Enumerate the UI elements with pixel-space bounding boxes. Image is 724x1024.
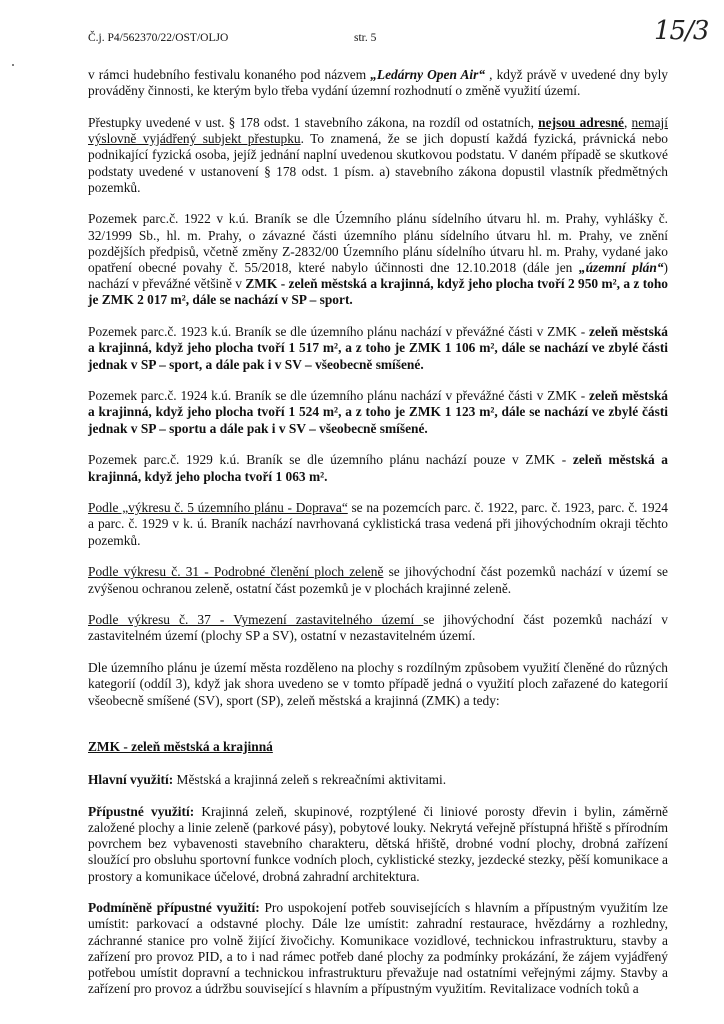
paragraph-conditional-use: Podmíněně přípustné využití: Pro uspokojení potřeb souvisejících s hlavním a přípustným využitím lze umístit: parkovací a odstavné plochy. Dále lze umístit: zahradní restaurace, hvězdárny a rozhledny, záchranné stanice pro volně žijící živočichy. Komunikace vozidlové, technickou infrastrukturu, stavby a zařízení pro provoz PID, a to i nad rámec potřeb dané plochy za podmínky prokázání, že zájem vyjádřený potřebou umístit dopravní a technickou infrastrukturu převažuje nad ostatními veřejnými zájmy. Stavby a zařízení pro provoz a údržbu související s hlavním a přípustným využitím. Revitalizace vodních toků a (88, 900, 668, 997)
handwritten-page-mark: 15/3 (654, 16, 709, 46)
reference-number: Č.j. P4/562370/22/OST/OLJO (88, 32, 229, 44)
paragraph-zoning-categories: Dle územního plánu je území města rozděleno na plochy s rozdílným způsobem využití členěné do různých kategorií (oddíl 3), když jak shora uvedeno se v tomto případě jedná o využití ploch zařazené do kategorií všeobecně smíšené (SV), sport (SP), zeleň městská a krajinná (ZMK) a tedy: (88, 660, 668, 708)
paragraph-map-31: Podle výkresu č. 31 - Podrobné členění ploch zeleně se jihovýchodní část pozemků nachází v území se zvýšenou ochranou zeleně, ostatní část pozemků je v plochách krajinné zeleně. (88, 564, 668, 596)
paragraph-festival: v rámci hudebního festivalu konaného pod názvem „Ledárny Open Air“ , když právě v uvedené dny byly prováděny činnosti, ke kterým bylo třeba vydání územní rozhodnutí o změně využití území. (88, 67, 668, 99)
section-heading-zmk: ZMK - zeleň městská a krajinná (88, 738, 273, 754)
paragraph-permitted-use: Přípustné využití: Krajinná zeleň, skupinové, rozptýlené či liniové porosty dřevin i bylin, záměrně založené plochy a linie zeleně (parkové pásy), pobytové louky. Nekrytá veřejně přístupná hřiště s přírodním povrchem bez vybavenosti stavebního charakteru, dětská hřiště, drobné vodní plochy, drobná zařízení sloužící pro obsluhu sportovní funkce vodních ploch, cyklistické stezky, jezdecké stezky, pěší komunikace a prostory a komunikace účelové, drobná zahradní architektura. (88, 803, 668, 884)
paragraph-map-37: Podle výkresu č. 37 - Vymezení zastavitelného území se jihovýchodní část pozemků nachází v zastavitelném území (plochy SP a SV), ostatní v nezastavitelném území. (88, 612, 668, 644)
scan-speck (12, 64, 14, 66)
paragraph-offences: Přestupky uvedené v ust. § 178 odst. 1 stavebního zákona, na rozdíl od ostatních, nejsou adresné, nemají výslovně vyjádřený subjekt přestupku. To znamená, že se jich dopustí každá fyzická, právnická nebo podnikající fyzická osoba, jejíž jednání naplní uvedenou skutkovou podstatu. V daném případě se skutkové podstaty uvedené v ustanovení § 178 odst. 1 písm. a) stavebního zákona dopustil vlastník předmětných pozemků. (88, 114, 668, 195)
document-body (88, 67, 668, 1013)
page-header (88, 32, 377, 44)
paragraph-main-use: Hlavní využití: Městská a krajinná zeleň s rekreačními aktivitami. (88, 772, 447, 787)
paragraph-parcel-1929: Pozemek parc.č. 1929 k.ú. Braník se dle územního plánu nachází pouze v ZMK - zeleň městská a krajinná, když jeho plocha tvoří 1 063 m². (88, 452, 669, 484)
paragraph-parcel-1924: Pozemek parc.č. 1924 k.ú. Braník se dle územního plánu nachází v převážné části v ZMK - zeleň městská a krajinná, když jeho plocha tvoří 1 524 m², a z toho je ZMK 1 123 m², dále se nachází ve zbylé části jednak v SP – sportu a dále pak i v SV – všeobecně smíšené. (88, 388, 668, 436)
page-number: str. 5 (354, 32, 377, 44)
paragraph-parcel-1923: Pozemek parc.č. 1923 k.ú. Braník se dle územního plánu nachází v převážné části v ZMK - zeleň městská a krajinná, když jeho plocha tvoří 1 517 m², a z toho je ZMK 1 106 m², dále se nachází ve zbylé části jednak v SP – sport, a dále pak i v SV – všeobecně smíšené. (88, 324, 668, 372)
paragraph-map-5: Podle „výkresu č. 5 územního plánu - Doprava“ se na pozemcích parc. č. 1922, parc. č. 1923, parc. č. 1924 a parc. č. 1929 v k. ú. Braník nachází navrhovaná cyklistická trasa vedená při jihovýchodním okraji těchto pozemků. (88, 500, 668, 548)
paragraph-parcel-1922: Pozemek parc.č. 1922 v k.ú. Braník se dle Územního plánu sídelního útvaru hl. m. Prahy, vyhlášky č. 32/1999 Sb., hl. m. Prahy, o závazné části územního plánu sídelního útvaru hl. m. Prahy, ve znění pozdějších předpisů, včetně změny Z-2832/00 Územního plánu sídelního útvaru hl. m. Prahy, vydané jako opatření obecné povahy č. 55/2018, které nabylo účinnosti dne 12.10.2018 (dále jen „územní plán“) nachází v převážné většině v ZMK - zeleň městská a krajinná, když jeho plocha tvoří 2 950 m², a z toho je ZMK 2 017 m², dále se nachází v SP – sport. (88, 211, 669, 308)
